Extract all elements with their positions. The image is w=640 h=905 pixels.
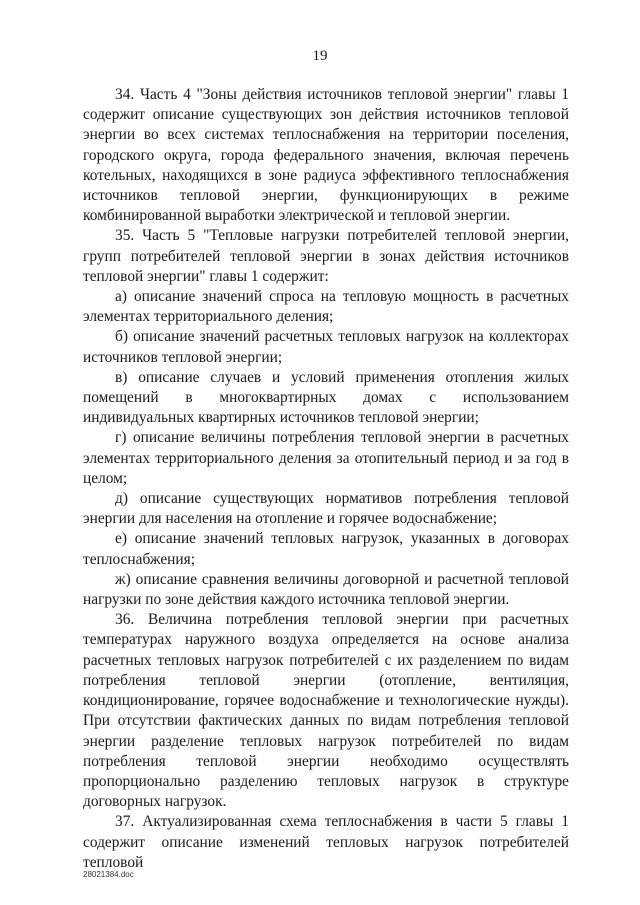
file-name-footer: 28021384.doc (83, 870, 134, 879)
document-body (83, 85, 569, 873)
list-item-zh: ж) описание сравнения величины договорной и расчетной тепловой нагрузки по зоне действия каждого источника тепловой энергии. (83, 570, 569, 609)
list-item-b: б) описание значений расчетных тепловых нагрузок на коллекторах источников тепловой энергии; (83, 328, 569, 366)
list-item-v: в) описание случаев и условий применения отопления жилых помещений в многоквартирных домах с использованием индивидуальных квартирных источников тепловой энергии; (83, 368, 569, 427)
list-item-d: д) описание существующих нормативов потребления тепловой энергии для населения на отопление и горячее водоснабжение; (83, 490, 569, 528)
paragraph-36: 36. Величина потребления тепловой энергии при расчетных температурах наружного воздуха определяется на основе анализа расчетных тепловых нагрузок потребителей с их разделением по видам потребления тепловой энергии (отопление, вентиляция, кондиционирование, горячее водоснабжение и технологические нужды). При отсутствии фактических данных по видам потребления тепловой энергии разделение тепловых нагрузок потребителей по видам потребления тепловой энергии необходимо осуществлять пропорционально разделению тепловых нагрузок в структуре договорных нагрузок. (83, 611, 569, 811)
list-item-g: г) описание величины потребления тепловой энергии в расчетных элементах территориального деления за отопительный период и за год в целом; (83, 429, 569, 487)
list-item-e: е) описание значений тепловых нагрузок, указанных в договорах теплоснабжения; (83, 530, 569, 568)
paragraph-35: 35. Часть 5 "Тепловые нагрузки потребителей тепловой энергии, групп потребителей тепловой энергии в зонах действия источников тепловой энергии" главы 1 содержит: (83, 227, 569, 285)
list-item-a: а) описание значений спроса на тепловую мощность в расчетных элементах территориального деления; (83, 288, 569, 326)
page-number: 19 (312, 48, 328, 64)
paragraph-34: 34. Часть 4 "Зоны действия источников тепловой энергии" главы 1 содержит описание существующих зон действия источников тепловой энергии во всех системах теплоснабжения на территории поселения, городского округа, города федерального значения, включая перечень котельных, находящихся в зоне радиуса эффективного теплоснабжения источников тепловой энергии, функционирующих в режиме комбинированной выработки электрической и тепловой энергии. (83, 86, 569, 225)
paragraph-37: 37. Актуализированная схема теплоснабжения в части 5 главы 1 содержит описание изменений тепловых нагрузок потребителей тепловой (83, 813, 569, 871)
